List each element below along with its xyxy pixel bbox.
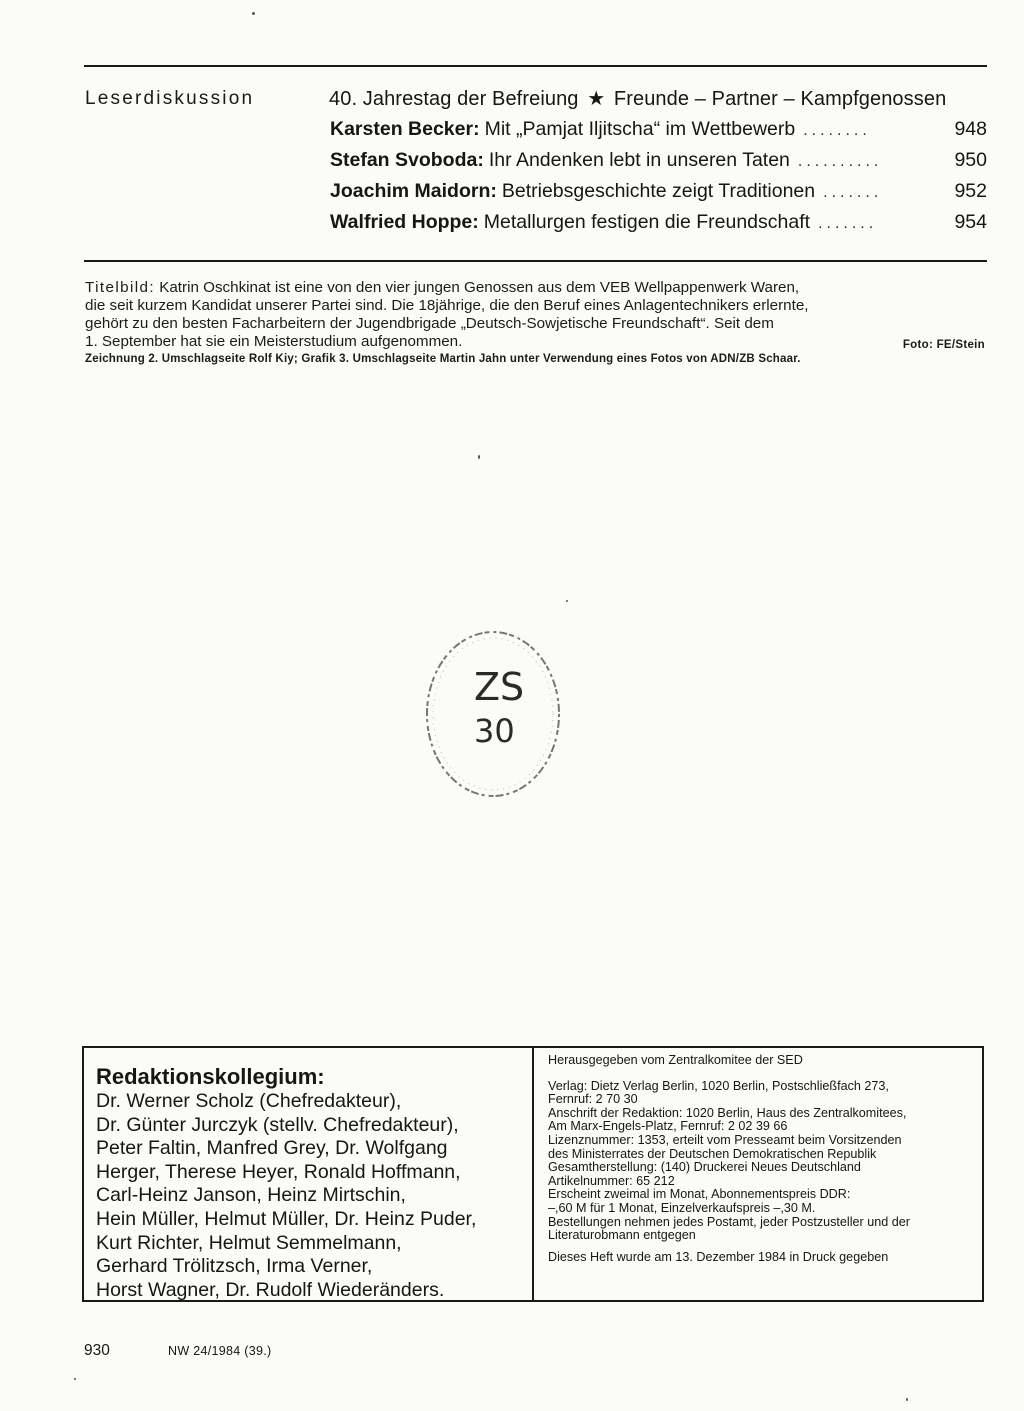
toc-entry-hoppe[interactable] [330, 211, 987, 242]
toc-entry-svoboda[interactable] [330, 149, 987, 180]
scan-speck [478, 455, 480, 459]
scan-speck [566, 600, 568, 602]
caption-text-1: Katrin Oschkinat ist eine von den vier jungen Genossen aus dem VEB Wellpappenwerk Waren, [159, 279, 800, 296]
board-line: Kurt Richter, Helmut Semmelmann, [96, 1231, 402, 1254]
illustration-credits: Zeichnung 2. Umschlagseite Rolf Kiy; Grafik 3. Umschlagseite Martin Jahn unter Verwendung eines Fotos von ADN/ZB Schaar. [85, 353, 801, 365]
toc-page-number: 948 [954, 118, 987, 140]
toc-author: Joachim Maidorn: [330, 180, 497, 202]
board-line: Horst Wagner, Dr. Rudolf Wiederänders. [96, 1278, 445, 1301]
detail-line: Verlag: Dietz Verlag Berlin, 1020 Berlin, Postschließfach 273, [548, 1078, 889, 1093]
board-line: Dr. Günter Jurczyk (stellv. Chefredakteur), [96, 1113, 459, 1136]
stamp-text-1: ZS [474, 665, 525, 709]
caption-line-3: gehört zu den besten Facharbeitern der Jugendbrigade „Deutsch-Sowjetische Freundschaft“. Seit dem [85, 315, 774, 332]
star-icon: ★ [587, 88, 606, 110]
cover-caption [85, 279, 985, 366]
board-line: Dr. Werner Scholz (Chefredakteur), [96, 1090, 402, 1112]
detail-line: Anschrift der Redaktion: 1020 Berlin, Haus des Zentralkomitees, [548, 1105, 907, 1120]
caption-line-4 [85, 333, 985, 354]
detail-line: Erscheint zweimal im Monat, Abonnementspreis DDR: [548, 1187, 851, 1202]
toc-author: Stefan Svoboda: [330, 149, 484, 171]
board-line: Carl-Heinz Janson, Heinz Mirtschin, [96, 1184, 406, 1207]
toc-page-number: 954 [954, 211, 987, 233]
toc-heading-part2: Freunde – Partner – Kampfgenossen [613, 88, 947, 110]
detail-line: Gesamtherstellung: (140) Druckerei Neues Deutschland [548, 1160, 861, 1175]
caption-label: Titelbild: [85, 279, 155, 296]
detail-line: Bestellungen nehmen jedes Postamt, jeder Postzusteller und der [548, 1214, 910, 1229]
editorial-board [84, 1048, 534, 1300]
toc-author: Walfried Hoppe: [330, 211, 479, 233]
section-label: Leserdiskussion [85, 88, 255, 109]
page-number: 930 [84, 1342, 110, 1359]
toc-author: Karsten Becker: [330, 118, 480, 140]
caption-line-1 [85, 279, 985, 297]
scan-speck [252, 12, 255, 15]
detail-line: Artikelnummer: 65 212 [548, 1173, 675, 1188]
detail-line: Lizenznummer: 1353, erteilt vom Presseamt beim Vorsitzenden [548, 1132, 902, 1147]
caption-line-2: die seit kurzem Kandidat unserer Partei sind. Die 18jährige, die den Beruf eines Anlagentechnikers erlernte, [85, 297, 809, 314]
board-title: Redaktionskollegium: [96, 1064, 325, 1089]
toc-list [330, 118, 987, 242]
toc-entry-becker[interactable] [330, 118, 987, 149]
board-line: Herger, Therese Heyer, Ronald Hoffmann, [96, 1160, 461, 1183]
toc-title: Mit „Pamjat Iljitscha“ im Wettbewerb [484, 118, 796, 140]
toc-title: Metallurgen festigen die Freundschaft [483, 211, 811, 233]
toc-heading-part1: 40. Jahrestag der Befreiung [329, 88, 579, 110]
stamp-text-2: 30 [474, 712, 515, 750]
toc-page-number: 952 [954, 180, 987, 202]
toc-leader-dots: ....... [823, 184, 883, 201]
toc-heading [329, 86, 946, 111]
photo-credit: Foto: FE/Stein [902, 339, 985, 351]
publisher-details [534, 1048, 982, 1300]
scan-speck [906, 1398, 908, 1401]
detail-line: –,60 M für 1 Monat, Einzelverkaufspreis –,30 M. [548, 1200, 816, 1215]
detail-line: des Ministerrates der Deutschen Demokratischen Republik [548, 1146, 877, 1161]
toc-leader-dots: .......... [797, 153, 883, 170]
toc-leader-dots: ....... [818, 215, 878, 232]
issue-reference: NW 24/1984 (39.) [168, 1344, 272, 1358]
toc-title: Betriebsgeschichte zeigt Traditionen [501, 180, 816, 202]
toc-page-number: 950 [954, 149, 987, 171]
middle-rule [84, 260, 987, 262]
scan-speck [74, 1378, 76, 1380]
print-date-note: Dieses Heft wurde am 13. Dezember 1984 in Druck gegeben [548, 1249, 889, 1264]
board-line: Peter Faltin, Manfred Grey, Dr. Wolfgang [96, 1137, 448, 1160]
publisher-line: Herausgegeben vom Zentralkomitee der SED [548, 1053, 803, 1067]
library-stamp [418, 622, 568, 806]
detail-line: Literaturobmann entgegen [548, 1228, 696, 1243]
toc-title: Ihr Andenken lebt in unseren Taten [488, 149, 790, 171]
board-line: Gerhard Trölitzsch, Irma Verner, [96, 1255, 373, 1278]
detail-line: Am Marx-Engels-Platz, Fernruf: 2 02 39 66 [548, 1119, 788, 1134]
board-line: Hein Müller, Helmut Müller, Dr. Heinz Puder, [96, 1207, 477, 1230]
caption-text-4: 1. September hat sie ein Meisterstudium aufgenommen. [85, 333, 463, 350]
imprint-box [82, 1046, 984, 1302]
top-rule [84, 65, 987, 67]
toc-leader-dots: ........ [803, 122, 871, 139]
detail-line: Fernruf: 2 70 30 [548, 1092, 638, 1107]
toc-entry-maidorn[interactable] [330, 180, 987, 211]
